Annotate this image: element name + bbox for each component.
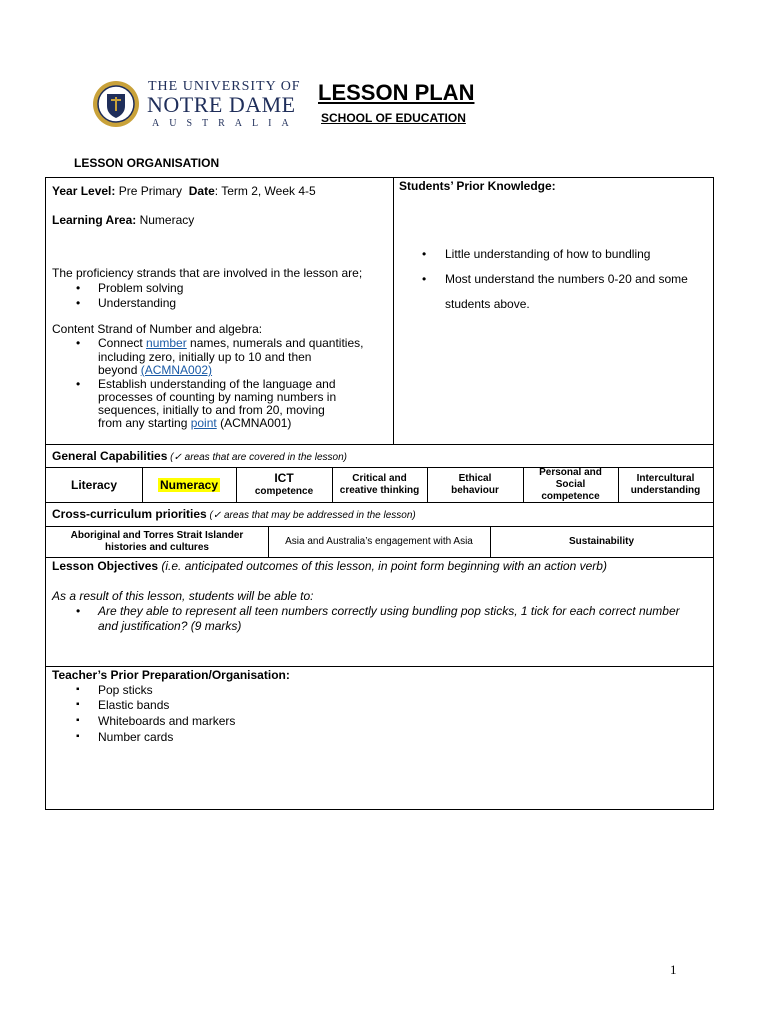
- lesson-organisation-table: [45, 177, 714, 810]
- bullet-icon: •: [76, 281, 81, 295]
- capability-label: Intercultural: [636, 472, 695, 484]
- square-bullet-icon: ▪: [76, 699, 80, 710]
- capability-label: Critical and: [352, 472, 407, 484]
- content-item-1-line-3: [98, 363, 212, 377]
- heading-text: Lesson Objectives: [52, 559, 159, 573]
- capability-ict: [236, 467, 332, 502]
- bullet-icon: •: [422, 247, 427, 261]
- university-seal-icon: [92, 80, 140, 128]
- heading-note: (✓ areas that are covered in the lesson): [167, 452, 347, 463]
- square-bullet-icon: ▪: [76, 731, 80, 742]
- acmna002-link[interactable]: (ACMNA002): [140, 363, 213, 377]
- priority-aboriginal: [46, 526, 268, 557]
- capability-ethical-behaviour: [427, 467, 523, 502]
- capability-label: Personal and: [539, 466, 602, 478]
- cross-curriculum-heading: [52, 507, 416, 523]
- priority-label: histories and cultures: [105, 541, 209, 553]
- objective-item-line-2: and justification? (9 marks): [98, 619, 242, 633]
- capability-label: competence: [541, 490, 600, 502]
- content-item-2-line-4: [98, 416, 291, 430]
- content-text: from any starting: [98, 416, 191, 430]
- year-level-label: Year Level:: [52, 184, 116, 198]
- learning-area-value: Numeracy: [136, 213, 195, 227]
- heading-text: General Capabilities: [52, 449, 168, 463]
- row-divider: [46, 666, 713, 667]
- strand-item: Problem solving: [98, 281, 184, 295]
- lesson-objectives-heading: [52, 559, 607, 573]
- preparation-item: Pop sticks: [98, 683, 153, 697]
- content-item-2-line-1: Establish understanding of the language and: [98, 377, 336, 391]
- heading-note: (i.e. anticipated outcomes of this lesson, in point form beginning with an action verb): [158, 559, 607, 573]
- year-level-value: Pre Primary: [115, 184, 183, 198]
- capability-numeracy: [142, 467, 236, 502]
- capability-numeracy-label: Numeracy: [159, 477, 219, 492]
- learning-area-label: Learning Area:: [52, 213, 137, 227]
- capability-critical-thinking: [332, 467, 427, 502]
- point-link[interactable]: point: [190, 416, 217, 430]
- university-logo: [92, 78, 301, 134]
- square-bullet-icon: ▪: [76, 715, 80, 726]
- priority-label: Aboriginal and Torres Strait Islander: [70, 529, 244, 541]
- content-item-2-line-3: sequences, initially to and from 20, moving: [98, 403, 325, 417]
- heading-text: Cross-curriculum priorities: [52, 507, 207, 521]
- preparation-heading: Teacher’s Prior Preparation/Organisation:: [52, 668, 290, 682]
- content-text: names, numerals and quantities,: [186, 336, 364, 350]
- capability-ict-label: ICT: [274, 470, 294, 485]
- bullet-icon: •: [76, 336, 81, 350]
- strand-item: Understanding: [98, 296, 177, 310]
- number-link[interactable]: number: [146, 336, 187, 350]
- date-value: : Term 2, Week 4-5: [214, 184, 316, 198]
- capability-intercultural: [618, 467, 713, 502]
- content-text: (ACMNA001): [216, 416, 292, 430]
- square-bullet-icon: ▪: [76, 684, 80, 695]
- content-item-1-line-2: including zero, initially up to 10 and then: [98, 350, 312, 364]
- bullet-icon: •: [76, 296, 81, 310]
- capability-ict-sublabel: competence: [254, 485, 314, 497]
- capability-label: Ethical: [458, 472, 492, 484]
- prior-knowledge-item: Most understand the numbers 0-20 and some: [445, 272, 688, 286]
- bullet-icon: •: [422, 272, 427, 286]
- content-item-2-line-2: processes of counting by naming numbers in: [98, 390, 337, 404]
- content-strand-intro: Content Strand of Number and algebra:: [52, 322, 263, 336]
- content-text: Connect: [98, 336, 147, 350]
- capability-label: Social: [555, 478, 586, 490]
- row-divider: [46, 502, 713, 503]
- capability-literacy: Literacy: [70, 477, 118, 492]
- logo-line-2: NOTRE DAME: [147, 92, 296, 117]
- learning-area-line: [52, 213, 194, 227]
- preparation-item: Elastic bands: [98, 698, 170, 712]
- priority-sustainability: Sustainability: [568, 536, 634, 547]
- document-subtitle: SCHOOL OF EDUCATION: [321, 111, 466, 125]
- row-divider: [46, 444, 713, 445]
- capability-label: behaviour: [451, 484, 499, 496]
- document-title: LESSON PLAN: [318, 80, 475, 105]
- capability-personal-social: [523, 467, 618, 502]
- bullet-icon: •: [76, 377, 81, 391]
- logo-line-3: AUSTRALIA: [152, 118, 299, 129]
- column-divider: [393, 178, 394, 444]
- date-label: Date: [188, 184, 215, 198]
- prior-knowledge-item: students above.: [445, 297, 530, 311]
- content-item-1-line-1: [98, 336, 363, 350]
- row-divider: [46, 557, 713, 558]
- general-capabilities-heading: [52, 449, 347, 465]
- capability-label: creative thinking: [339, 484, 420, 496]
- preparation-item: Number cards: [98, 730, 174, 744]
- heading-note: (✓ areas that may be addressed in the lesson): [206, 510, 416, 521]
- priority-asia: Asia and Australia’s engagement with Asia: [285, 536, 473, 547]
- content-text: beyond: [98, 363, 141, 377]
- capability-label: understanding: [630, 484, 701, 496]
- bullet-icon: •: [76, 604, 81, 618]
- prior-knowledge-item: Little understanding of how to bundling: [445, 247, 651, 261]
- objectives-intro: As a result of this lesson, students will be able to:: [52, 589, 314, 603]
- page-number: 1: [670, 962, 677, 977]
- strands-intro: The proficiency strands that are involved in the lesson are;: [52, 266, 363, 280]
- logo-line-1: THE UNIVERSITY OF: [148, 79, 301, 94]
- preparation-item: Whiteboards and markers: [98, 714, 236, 728]
- section-heading: LESSON ORGANISATION: [74, 156, 220, 170]
- prior-knowledge-heading: Students’ Prior Knowledge:: [399, 179, 556, 193]
- objective-item-line-1: Are they able to represent all teen numbers correctly using bundling pop sticks, 1 tick for each correct number: [98, 604, 680, 618]
- year-level-line: [52, 184, 316, 198]
